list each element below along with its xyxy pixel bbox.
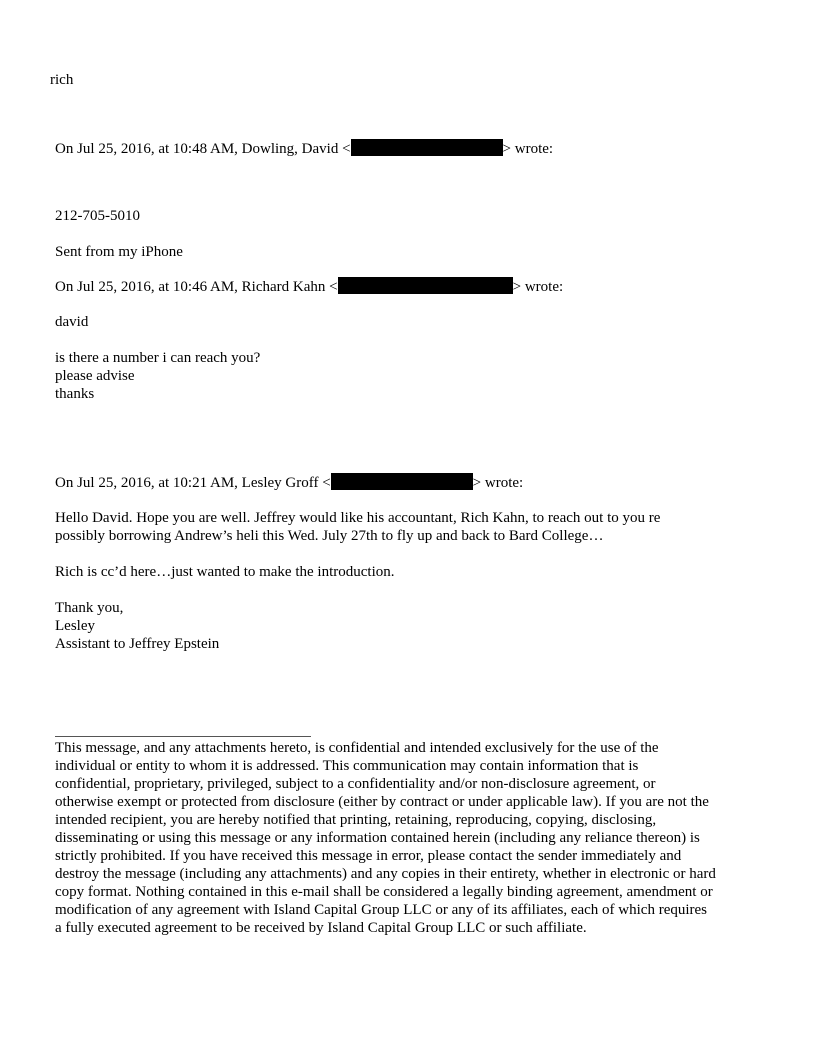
top-note: rich <box>50 72 74 88</box>
kahn-reply-header <box>55 277 563 296</box>
header-suffix: > wrote: <box>512 279 564 295</box>
disclaimer-line: strictly prohibited. If you have received this message in error, please contact the sender immediately and <box>55 848 682 864</box>
kahn-line: please advise <box>55 368 135 384</box>
disclaimer-line: individual or entity to whom it is addressed. This communication may contain information that is <box>55 758 639 774</box>
groff-closing-line: Assistant to Jeffrey Epstein <box>55 636 220 652</box>
disclaimer-line: confidential, proprietary, privileged, subject to a confidentiality and/or non-disclosure agreement, or <box>55 776 656 792</box>
dowling-signature: Sent from my iPhone <box>55 244 183 260</box>
disclaimer-line: This message, and any attachments hereto, is confidential and intended exclusively for the use of the <box>55 740 659 756</box>
disclaimer-line: disseminating or using this message or any information contained herein (including any reliance thereon) is <box>55 830 700 846</box>
header-suffix: > wrote: <box>472 475 524 491</box>
redacted-email-block <box>331 473 473 490</box>
disclaimer-line: intended recipient, you are hereby notified that printing, retaining, reproducing, copying, disclosing, <box>55 812 657 828</box>
groff-cc-line: Rich is cc’d here…just wanted to make the introduction. <box>55 564 395 580</box>
groff-body-line: Hello David. Hope you are well. Jeffrey would like his accountant, Rich Kahn, to reach out to you re <box>55 510 661 526</box>
disclaimer-line: otherwise exempt or protected from disclosure (either by contract or under applicable law). If you are not the <box>55 794 709 810</box>
disclaimer-line: destroy the message (including any attachments) and any copies in their entirety, whether in electronic or hard <box>55 866 716 882</box>
groff-message-header <box>55 473 523 492</box>
kahn-line: is there a number i can reach you? <box>55 350 261 366</box>
dowling-reply-header <box>55 139 553 158</box>
redacted-email-block <box>338 277 513 294</box>
header-prefix: On Jul 25, 2016, at 10:21 AM, Lesley Groff < <box>55 475 331 491</box>
groff-body-line: possibly borrowing Andrew’s heli this Wed. July 27th to fly up and back to Bard College… <box>55 528 604 544</box>
dowling-phone: 212-705-5010 <box>55 208 140 224</box>
signature-divider <box>55 736 311 737</box>
kahn-line: thanks <box>55 386 95 402</box>
groff-closing-line: Thank you, <box>55 600 124 616</box>
disclaimer-line: a fully executed agreement to be received by Island Capital Group LLC or such affiliate. <box>55 920 587 936</box>
header-suffix: > wrote: <box>502 141 554 157</box>
disclaimer-line: copy format. Nothing contained in this e-mail shall be considered a legally binding agreement, amendment or <box>55 884 713 900</box>
disclaimer-line: modification of any agreement with Island Capital Group LLC or any of its affiliates, each of which requires <box>55 902 708 918</box>
kahn-greeting: david <box>55 314 89 330</box>
redacted-email-block <box>351 139 503 156</box>
header-prefix: On Jul 25, 2016, at 10:48 AM, Dowling, David < <box>55 141 351 157</box>
header-prefix: On Jul 25, 2016, at 10:46 AM, Richard Kahn < <box>55 279 338 295</box>
groff-closing-line: Lesley <box>55 618 95 634</box>
confidentiality-disclaimer <box>55 739 755 937</box>
